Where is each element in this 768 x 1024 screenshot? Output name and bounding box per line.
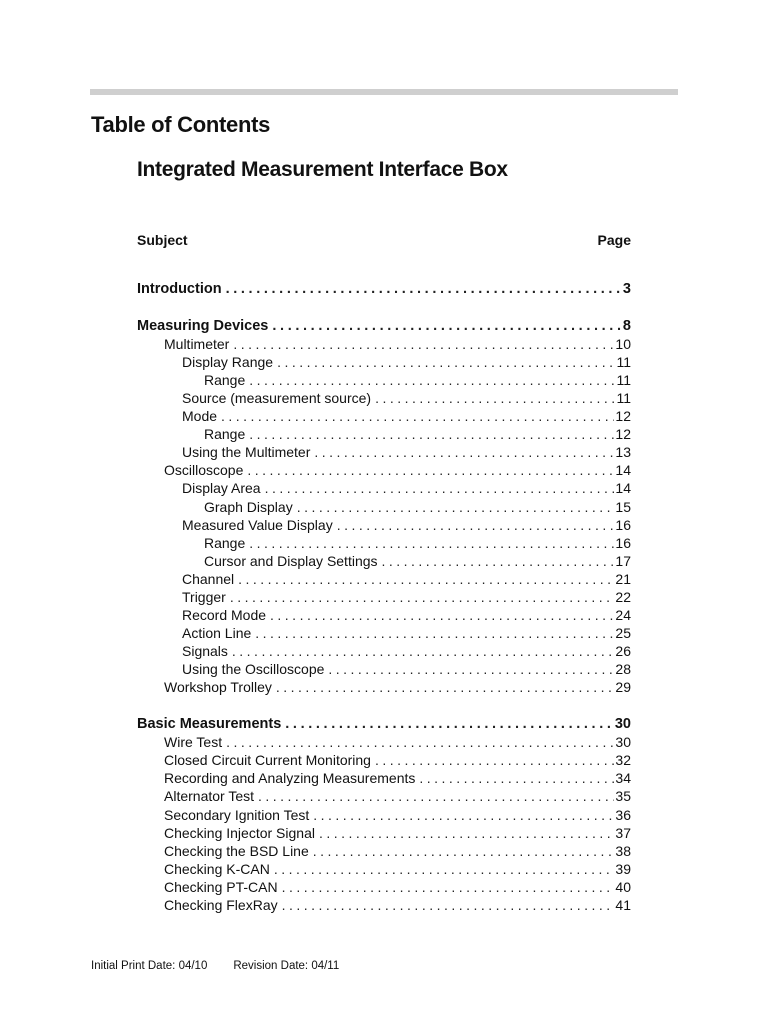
toc-entry[interactable] [137,389,631,407]
toc-entry[interactable] [137,660,631,678]
toc-entry-label: Basic Measurements [137,716,282,733]
toc-entry-page: 30 [615,734,631,751]
toc-entry[interactable] [137,733,631,751]
toc-entry-page: 37 [615,824,631,841]
revision-date: Revision Date: 04/11 [233,960,340,972]
toc-entry-label: Source (measurement source) [182,389,372,406]
toc-entry[interactable] [137,751,631,769]
dot-leader [282,896,615,914]
toc-entry-label: Workshop Trolley [164,679,272,696]
toc-entry[interactable] [137,824,631,842]
dot-leader [258,787,614,805]
dot-leader [297,498,615,516]
toc-entry-label: Closed Circuit Current Monitoring [164,752,371,769]
toc-entry-label: Checking FlexRay [164,897,278,913]
toc-entry[interactable] [137,570,631,588]
toc-entry-label: Range [204,534,246,551]
toc-entry-page: 15 [615,498,631,515]
dot-leader [382,552,615,570]
toc-entry-label: Alternator Test [164,788,255,805]
toc-entry[interactable] [137,787,631,805]
toc-entry-page: 39 [615,860,631,877]
toc-entry[interactable] [137,407,631,425]
toc-entry-page: 36 [615,806,631,823]
dot-leader [221,407,614,425]
toc-entry-page: 32 [615,752,631,769]
toc-entry[interactable] [137,588,631,606]
toc-entry-page: 11 [616,353,631,370]
page-heading: Table of Contents [91,112,271,137]
toc-entry[interactable] [137,461,631,479]
toc-entry-page: 40 [615,878,631,895]
toc-entry-page: 25 [615,625,631,642]
dot-leader [272,317,622,335]
dot-leader [328,660,614,678]
toc-entry-page: 30 [614,716,631,733]
toc-list [137,280,631,914]
dot-leader [375,751,614,769]
toc-entry-label: Display Area [182,480,261,497]
toc-entry[interactable] [137,317,631,335]
dot-leader [282,878,615,896]
toc-entry-label: Checking Injector Signal [164,824,315,841]
toc-entry-page: 29 [615,679,631,696]
toc-entry[interactable] [137,516,631,534]
toc-entry[interactable] [137,642,631,660]
toc-entry[interactable] [137,479,631,497]
toc-entry[interactable] [137,860,631,878]
toc-entry-label: Secondary Ignition Test [164,806,310,823]
dot-leader [270,606,614,624]
dot-leader [314,443,614,461]
toc-entry-page: 21 [615,570,631,587]
dot-leader [232,642,615,660]
toc-entry-page: 24 [615,607,631,624]
toc-entry-page: 8 [622,317,631,334]
toc-entry-label: Cursor and Display Settings [204,552,378,569]
toc-entry-label: Range [204,426,246,443]
toc-entry-label: Recording and Analyzing Measurements [164,770,416,787]
toc-entry-label: Display Range [182,353,274,370]
dot-leader [238,570,614,588]
toc-entry[interactable] [137,498,631,516]
toc-entry-page: 14 [615,462,631,479]
toc-entry-label: Range [204,371,246,388]
toc-entry[interactable] [137,806,631,824]
toc-entry[interactable] [137,678,631,696]
toc-entry-label: Checking PT-CAN [164,878,278,895]
dot-leader [285,715,614,733]
toc-entry-page: 34 [615,770,631,787]
dot-leader [419,769,614,787]
toc-entry-label: Signals [182,643,228,660]
toc-entry[interactable] [137,715,631,733]
subject-column-header: Subject [137,232,188,248]
toc-entry[interactable] [137,425,631,443]
toc-entry[interactable] [137,280,631,298]
dot-leader [247,461,614,479]
dot-leader [277,353,615,371]
dot-leader [375,389,615,407]
toc-entry-page: 26 [615,643,631,660]
toc-entry-label: Using the Oscilloscope [182,661,325,678]
toc-entry[interactable] [137,443,631,461]
toc-entry-label: Checking the BSD Line [164,842,309,859]
initial-print-date: Initial Print Date: 04/10 [91,960,208,972]
dot-leader [276,678,615,696]
toc-entry-label: Mode [182,408,218,425]
toc-entry-page: 14 [615,480,631,497]
toc-entry[interactable] [137,606,631,624]
toc-entry[interactable] [137,353,631,371]
dot-leader [249,371,615,389]
toc-entry-page: 35 [615,788,631,805]
toc-entry-page: 41 [615,897,631,913]
toc-entry-page: 12 [615,408,631,425]
toc-entry[interactable] [137,335,631,353]
toc-entry-page: 10 [615,335,631,352]
dot-leader [230,588,615,606]
toc-entry-page: 17 [615,552,631,569]
toc-entry-page: 38 [615,842,631,859]
toc-entry-label: Graph Display [204,498,293,515]
dot-leader [233,335,614,353]
toc-entry-label: Channel [182,570,235,587]
toc-entry[interactable] [137,371,631,389]
toc-entry-label: Multimeter [164,335,230,352]
document-title: Integrated Measurement Interface Box [137,158,508,181]
toc-entry-label: Record Mode [182,607,267,624]
toc-entry[interactable] [137,534,631,552]
dot-leader [226,280,622,298]
toc-entry-label: Wire Test [164,734,223,751]
dot-leader [313,806,614,824]
toc-entry-page: 16 [615,534,631,551]
top-divider-rule [90,89,678,95]
toc-entry-label: Trigger [182,589,226,605]
toc-entry-page: 13 [615,444,631,461]
toc-entry-label: Measured Value Display [182,516,333,533]
toc-entry-label: Oscilloscope [164,462,244,479]
toc-entry-page: 12 [615,426,631,443]
dot-leader [319,824,614,842]
footer [91,960,339,972]
toc-entry[interactable] [137,769,631,787]
page-column-header: Page [597,232,631,248]
dot-leader [249,534,614,552]
dot-leader [255,624,614,642]
toc-entry[interactable] [137,878,631,896]
dot-leader [337,516,615,534]
toc-entry-label: Introduction [137,281,222,297]
toc-entry-page: 11 [616,389,631,406]
dot-leader [226,733,614,751]
dot-leader [265,479,615,497]
toc-entry[interactable] [137,842,631,860]
dot-leader [313,842,615,860]
toc-entry-label: Checking K-CAN [164,860,270,877]
toc-entry-page: 16 [615,516,631,533]
toc-entry-label: Action Line [182,625,252,642]
toc-entry-label: Measuring Devices [137,317,269,334]
toc-entry-page: 28 [615,661,631,678]
toc-entry-page: 22 [615,589,631,605]
toc-entry[interactable] [137,624,631,642]
dot-leader [249,425,614,443]
toc-entry-page: 3 [622,281,631,297]
toc-entry[interactable] [137,896,631,914]
toc-entry-page: 11 [616,371,631,388]
toc-entry-label: Using the Multimeter [182,444,311,461]
dot-leader [274,860,615,878]
toc-entry[interactable] [137,552,631,570]
